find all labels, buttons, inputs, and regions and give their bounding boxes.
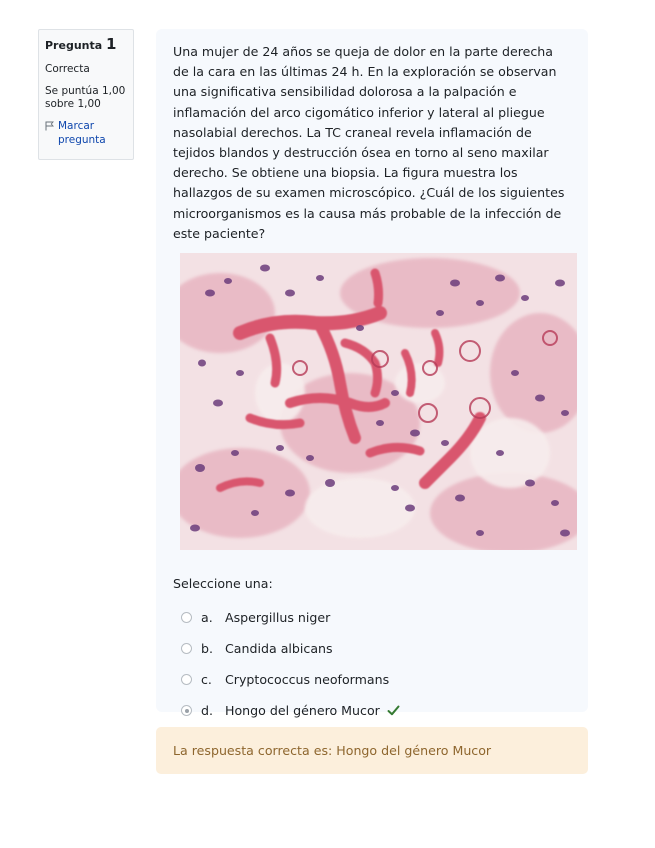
- question-number-label: Pregunta: [45, 39, 103, 52]
- flag-icon: [45, 121, 54, 131]
- answer-option-a[interactable]: [173, 602, 571, 633]
- flag-question-label[interactable]: Marcar pregunta: [58, 120, 106, 146]
- radio-button-selected[interactable]: [181, 705, 192, 716]
- radio-button[interactable]: [181, 674, 192, 685]
- radio-button[interactable]: [181, 612, 192, 623]
- question-grade: Se puntúa 1,00 sobre 1,00: [45, 85, 126, 110]
- question-info-panel: [38, 29, 134, 160]
- radio-button[interactable]: [181, 643, 192, 654]
- question-number: [45, 37, 127, 53]
- question-number-value: 1: [106, 35, 117, 53]
- answer-text[interactable]: Cryptococcus neoformans: [225, 672, 390, 688]
- question-content: [156, 29, 588, 719]
- question-state: Correcta: [45, 63, 90, 75]
- answer-text[interactable]: Hongo del género Mucor: [225, 703, 380, 719]
- question-text: Una mujer de 24 años se queja de dolor en la parte derecha de la cara en las últimas 24 h. En la exploración se observan una significativa sensibilidad dolorosa a la palpación e inflamación del arco cigomático inferior y lateral al pliegue nasolabial derechos. La TC craneal revela inflamación de tejidos blandos y destrucción ósea en torno al seno maxilar derecho. Se obtiene una biopsia. La figura muestra los hallazgos de su examen microscópico. ¿Cuál de los siguientes microorganismos es la causa más probable de la infección de este paciente?: [173, 44, 565, 241]
- answer-list: [173, 602, 571, 726]
- answer-option-b[interactable]: [173, 633, 571, 664]
- answer-option-d[interactable]: [173, 695, 571, 726]
- answer-text[interactable]: Candida albicans: [225, 641, 333, 657]
- feedback-text: La respuesta correcta es: Hongo del género Mucor: [173, 743, 492, 758]
- answer-option-c[interactable]: [173, 664, 571, 695]
- answer-text[interactable]: Aspergillus niger: [225, 610, 331, 626]
- flag-question-link[interactable]: [45, 119, 127, 147]
- answer-prompt: Seleccione una:: [173, 576, 273, 592]
- answer-letter: d.: [201, 703, 213, 719]
- answer-letter: c.: [201, 672, 212, 688]
- histology-micrograph-image: [180, 253, 577, 550]
- answer-letter: a.: [201, 610, 213, 626]
- correct-answer-feedback: [156, 727, 588, 774]
- answer-letter: b.: [201, 641, 213, 657]
- checkmark-icon: [387, 705, 400, 716]
